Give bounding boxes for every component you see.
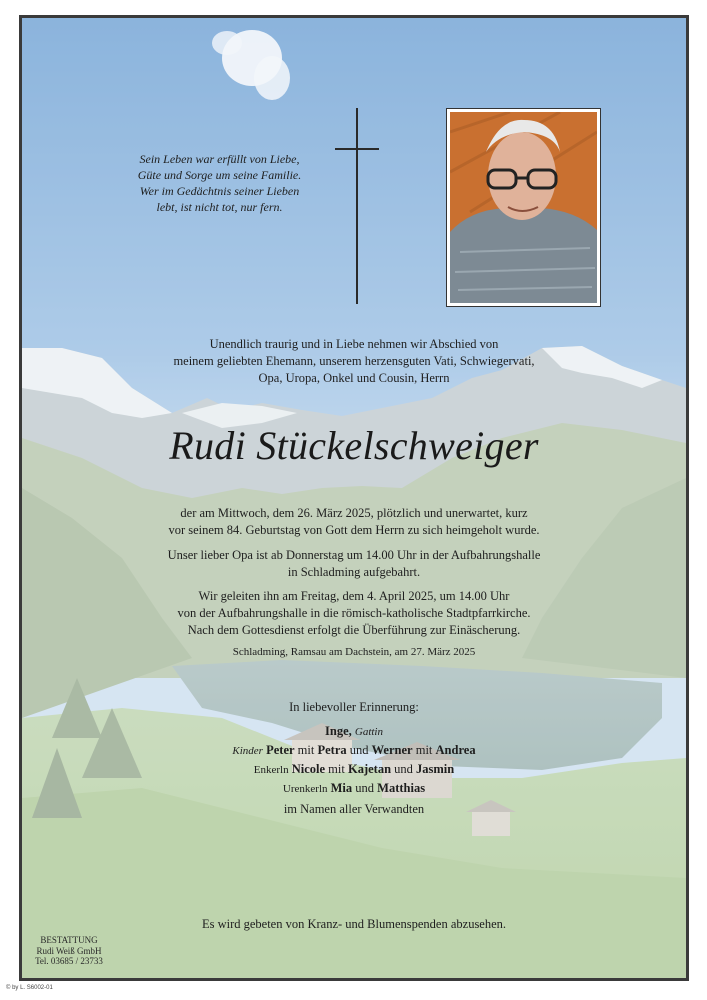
children-line: [22, 741, 686, 761]
intro-text: [22, 336, 686, 387]
death-line: der am Mittwoch, dem 26. März 2025, plötzlich und unerwartet, kurz: [180, 506, 528, 520]
quote-line: Wer im Gedächtnis seiner Lieben: [139, 184, 300, 198]
widow-name: Inge,: [325, 724, 352, 738]
funeral-line: von der Aufbahrungshalle in die römisch-katholische Stadtpfarrkirche.: [177, 606, 531, 620]
greatgrandchild-name: Mia: [330, 781, 353, 795]
grandchildren-label: Enkerln: [253, 764, 289, 776]
grandchildren-line: [22, 760, 686, 780]
obituary-frame: [19, 15, 689, 981]
quote-line: lebt, ist nicht tot, nur fern.: [156, 200, 283, 214]
partner-name: Andrea: [435, 743, 476, 757]
connector: und: [394, 762, 413, 776]
greatgrandchild-name: Matthias: [377, 781, 426, 795]
cross-icon-bar: [335, 148, 379, 150]
cross-icon: [356, 108, 358, 304]
memory-heading: In liebevoller Erinnerung:: [289, 700, 419, 714]
connector: mit: [415, 743, 433, 757]
quote-line: Güte und Sorge um seine Familie.: [137, 168, 302, 182]
connector: und: [355, 781, 375, 795]
intro-line: Unendlich traurig und in Liebe nehmen wir Abschied von: [209, 337, 499, 351]
death-line: vor seinem 84. Geburtstag von Gott dem Herrn zu sich heimgeholt wurde.: [168, 523, 540, 537]
place-date: Schladming, Ramsau am Dachstein, am 27. März 2025: [232, 646, 476, 658]
grandchild-name: Jasmin: [416, 762, 455, 776]
viewing-line: Unser lieber Opa ist ab Donnerstag um 14.00 Uhr in der Aufbahrungshalle: [167, 548, 541, 562]
greatgrandchildren-line: [22, 779, 686, 799]
funeral-home-line: Rudi Weiß GmbH: [36, 945, 102, 956]
death-announcement: [22, 505, 686, 539]
connector: mit: [328, 762, 345, 776]
intro-line: meinem geliebten Ehemann, unserem herzensguten Vati, Schwiegervati,: [173, 354, 535, 368]
funeral-home-line: BESTATTUNG: [40, 935, 98, 945]
partner-name: Petra: [317, 743, 347, 757]
grandchild-name: Nicole: [291, 762, 326, 776]
intro-line: Opa, Uropa, Onkel und Cousin, Herrn: [258, 371, 450, 385]
child-name: Peter: [266, 743, 295, 757]
quote-line: Sein Leben war erfüllt von Liebe,: [139, 152, 300, 166]
funeral-home-stamp: [24, 935, 114, 967]
grandchild-name: Kajetan: [347, 762, 392, 776]
funeral-line: Wir geleiten ihn am Freitag, dem 4. April 2025, um 14.00 Uhr: [198, 589, 510, 603]
widow-line: [22, 722, 686, 742]
memorial-quote: [117, 151, 322, 215]
print-code: © by L. S6002-01: [6, 985, 53, 991]
donation-note: Es wird gebeten von Kranz- und Blumenspenden abzusehen.: [201, 917, 507, 931]
funeral-line: Nach dem Gottesdienst erfolgt die Überführung zur Einäscherung.: [187, 623, 521, 637]
greatgrandchildren-label: Urenkerln: [282, 783, 328, 795]
deceased-name: Rudi Stückelschweiger: [169, 423, 539, 468]
viewing-line: in Schladming aufgebahrt.: [287, 565, 421, 579]
portrait-photo: [446, 108, 601, 307]
widow-role: Gattin: [354, 726, 383, 738]
child-name: Werner: [371, 743, 413, 757]
relatives-line: im Namen aller Verwandten: [283, 802, 425, 816]
funeral-home-line: Tel. 03685 / 23733: [35, 956, 103, 966]
connector: mit: [297, 743, 315, 757]
connector: und: [349, 743, 369, 757]
children-label: Kinder: [232, 745, 263, 757]
funeral-service-info: [22, 588, 686, 639]
viewing-info: [22, 547, 686, 581]
